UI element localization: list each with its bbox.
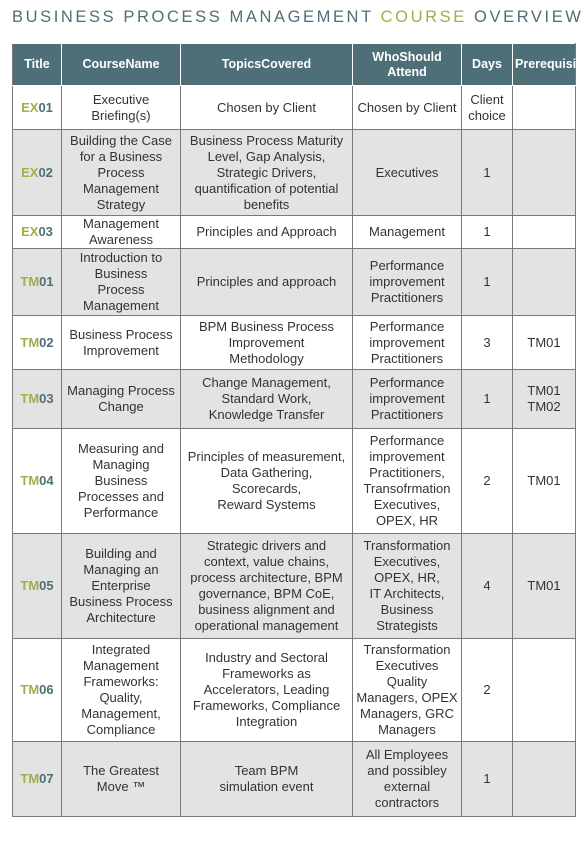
course-code <box>13 742 62 817</box>
col-header-days <box>462 44 513 86</box>
cell-line: Change <box>98 399 144 414</box>
course-name-cell <box>62 316 181 370</box>
cell-line: Course <box>82 57 126 71</box>
cell-line: Principles of measurement, <box>187 449 346 464</box>
attendees-cell <box>353 216 462 249</box>
cell-line: Practitioners <box>370 350 444 366</box>
table-row <box>13 130 576 216</box>
table-row <box>13 370 576 429</box>
cell-line: Quality, <box>99 690 143 705</box>
cell-line: Transformation <box>363 538 451 553</box>
table-row <box>13 534 576 639</box>
cell-line: TM01 <box>527 473 561 488</box>
cell-line: Management <box>83 298 159 313</box>
cell-line: Performance <box>369 375 445 390</box>
course-code-prefix: TM <box>20 334 40 350</box>
cell-line: OPEX, HR, <box>374 570 440 585</box>
attendees-cell <box>353 370 462 429</box>
prerequisite-cell <box>513 534 576 639</box>
course-code <box>13 216 62 249</box>
cell-line: Improvement <box>228 334 305 350</box>
course-code-number: 04 <box>39 473 54 488</box>
cell-line: Management, <box>81 706 161 721</box>
attendees-cell <box>353 86 462 130</box>
cell-line: All Employees <box>365 747 449 762</box>
course-code-prefix: EX <box>21 224 39 239</box>
cell-line: Name <box>125 57 160 71</box>
days-cell <box>462 216 513 249</box>
prerequisite-cell <box>513 742 576 817</box>
topics-cell <box>181 429 353 534</box>
attendees-cell <box>353 316 462 370</box>
days-cell <box>462 742 513 817</box>
cell-line: Business Process <box>69 594 173 609</box>
course-code <box>13 316 62 370</box>
cell-line: Measuring and <box>78 441 164 456</box>
course-table <box>12 43 587 817</box>
cell-line: Frameworks as <box>222 666 311 681</box>
cell-line: Topics <box>221 57 262 71</box>
cell-line: benefits <box>243 196 290 212</box>
cell-line: Strategists <box>376 618 438 633</box>
topics-cell <box>181 86 353 130</box>
cell-line: Principles and approach <box>196 274 337 289</box>
attendees-cell <box>353 639 462 742</box>
col-header-who <box>353 44 462 86</box>
col-header-prerequisite <box>513 44 587 86</box>
cell-line: Practitioners <box>370 407 444 422</box>
cell-line: for a Business <box>79 148 163 164</box>
cell-line: 1 <box>483 274 491 289</box>
cell-line: Change Management, <box>202 375 331 390</box>
prerequisite-cell <box>513 216 576 249</box>
table-row <box>13 216 576 249</box>
cell-line: TM01 <box>527 383 561 398</box>
prerequisite-cell <box>513 86 576 130</box>
course-code-number: 05 <box>39 578 54 593</box>
cell-line: 1 <box>483 164 491 180</box>
cell-line: contractors <box>374 795 440 810</box>
cell-line: requisite <box>535 57 587 71</box>
cell-line: improvement <box>369 449 445 464</box>
cell-line: and possibley <box>367 763 447 778</box>
cell-line: Building the Case <box>70 132 172 148</box>
cell-line: Business <box>94 473 148 488</box>
cell-line: Managing an <box>83 562 159 577</box>
cell-line: Strategic drivers and <box>206 538 327 553</box>
cell-line: Performance <box>369 258 445 273</box>
course-code-prefix: EX <box>21 99 39 115</box>
cell-line: Performance <box>369 318 445 334</box>
cell-line: improvement <box>369 334 445 350</box>
cell-line: OPEX, HR <box>375 513 439 528</box>
cell-line: 2 <box>483 682 491 697</box>
days-cell <box>462 86 513 130</box>
cell-line: Scorecards, <box>231 481 302 496</box>
cell-line: Standard Work, <box>221 391 312 406</box>
cell-line: Business Process Maturity <box>189 132 344 148</box>
course-code-prefix: TM <box>20 391 40 406</box>
cell-line: Practitioners <box>370 290 444 305</box>
prerequisite-cell <box>513 249 576 316</box>
page-title <box>12 6 584 28</box>
cell-line: simulation event <box>219 779 314 794</box>
course-code-number: 02 <box>38 164 53 180</box>
cell-line: Briefing(s) <box>91 107 151 123</box>
cell-line: Managers, GRC <box>360 706 454 721</box>
course-name-cell <box>62 86 181 130</box>
course-name-cell <box>62 429 181 534</box>
course-code-prefix: TM <box>20 771 40 786</box>
cell-line: Managers, OPEX <box>356 690 458 705</box>
days-cell <box>462 429 513 534</box>
col-header-title <box>13 44 62 86</box>
topics-cell <box>181 742 353 817</box>
cell-line: 4 <box>483 578 491 593</box>
course-code-prefix: TM <box>20 274 40 289</box>
prerequisite-cell <box>513 639 576 742</box>
course-name-cell <box>62 130 181 216</box>
cell-line: Executives, <box>373 497 441 512</box>
course-name-cell <box>62 370 181 429</box>
cell-line: Should Attend <box>387 49 442 79</box>
cell-line: Awareness <box>88 232 154 247</box>
course-code <box>13 130 62 216</box>
prerequisite-cell <box>513 130 576 216</box>
table-row <box>13 86 576 130</box>
cell-line: Title <box>24 57 50 71</box>
attendees-cell <box>353 130 462 216</box>
attendees-cell <box>353 534 462 639</box>
cell-line: Processes and <box>78 489 164 504</box>
table-row <box>13 742 576 817</box>
cell-line: Managers <box>378 722 436 737</box>
cell-line: Who <box>372 49 400 64</box>
topics-cell <box>181 370 353 429</box>
cell-line: Management <box>369 224 445 239</box>
table-row <box>13 316 576 370</box>
cell-line: context, value chains, <box>203 554 330 569</box>
cell-line: Business <box>94 266 148 281</box>
cell-line: Covered <box>261 57 312 71</box>
cell-line: process architecture, BPM <box>190 570 343 585</box>
attendees-cell <box>353 429 462 534</box>
title-part-1: BUSINESS PROCESS MANAGEMENT <box>12 8 374 26</box>
cell-line: Business <box>380 602 434 617</box>
cell-line: Practitioners, <box>369 465 445 480</box>
cell-line: Frameworks, Compliance <box>192 698 341 713</box>
cell-line: Industry and Sectoral <box>205 650 328 665</box>
cell-line: 1 <box>483 391 491 406</box>
cell-line: Level, Gap Analysis, <box>207 148 326 164</box>
course-code-number: 07 <box>39 771 54 786</box>
cell-line: Compliance <box>86 722 156 737</box>
course-code-prefix: TM <box>20 682 40 697</box>
title-part-2: OVERVIEW <box>474 8 584 26</box>
cell-line: Chosen by Client <box>217 99 316 115</box>
prerequisite-cell <box>513 370 576 429</box>
cell-line: Executive <box>92 91 150 107</box>
topics-cell <box>181 216 353 249</box>
cell-line: Reward Systems <box>217 497 316 512</box>
cell-line: Knowledge Transfer <box>208 407 325 422</box>
course-code-prefix: EX <box>21 164 39 180</box>
cell-line: IT Architects, <box>369 586 445 601</box>
cell-line: Transofrmation <box>363 481 451 496</box>
cell-line: The Greatest <box>83 763 159 778</box>
topics-cell <box>181 249 353 316</box>
course-code <box>13 370 62 429</box>
course-code <box>13 639 62 742</box>
cell-line: Team BPM <box>234 763 299 778</box>
days-cell <box>462 316 513 370</box>
cell-line: Move ™ <box>96 779 146 794</box>
cell-line: governance, BPM CoE, <box>198 586 335 601</box>
attendees-cell <box>353 742 462 817</box>
cell-line: Quality <box>386 674 428 689</box>
cell-line: choice <box>468 107 506 123</box>
course-code <box>13 429 62 534</box>
cell-line: Frameworks: <box>83 674 159 689</box>
cell-line: Integration <box>235 714 298 729</box>
cell-line: Pre <box>515 57 536 71</box>
days-cell <box>462 534 513 639</box>
cell-line: Executives <box>375 164 439 180</box>
course-code-prefix: TM <box>20 473 40 488</box>
cell-line: Methodology <box>229 350 304 366</box>
course-code-number: 03 <box>38 224 53 239</box>
cell-line: Improvement <box>83 342 159 358</box>
cell-line: Chosen by Client <box>357 99 457 115</box>
cell-line: TM02 <box>527 399 561 414</box>
cell-line: Process <box>97 282 145 297</box>
cell-line: Executives <box>375 658 439 673</box>
cell-line: Introduction to <box>79 250 163 265</box>
days-cell <box>462 370 513 429</box>
cell-line: improvement <box>369 274 445 289</box>
topics-cell <box>181 639 353 742</box>
topics-cell <box>181 130 353 216</box>
cell-line: Executives, <box>373 554 441 569</box>
table-row <box>13 639 576 742</box>
cell-line: Accelerators, Leading <box>203 682 330 697</box>
cell-line: Client <box>470 91 504 107</box>
table-row <box>13 429 576 534</box>
cell-line: operational management <box>194 618 339 633</box>
course-code-number: 01 <box>39 274 54 289</box>
cell-line: Process <box>97 164 145 180</box>
topics-cell <box>181 534 353 639</box>
course-name-cell <box>62 249 181 316</box>
cell-line: Performance <box>369 433 445 448</box>
cell-line: improvement <box>369 391 445 406</box>
course-name-cell <box>62 534 181 639</box>
cell-line: Strategic Drivers, <box>216 164 317 180</box>
course-code-number: 03 <box>39 391 54 406</box>
cell-line: Architecture <box>86 610 156 625</box>
cell-line: 3 <box>483 334 491 350</box>
cell-line: Management <box>83 216 159 231</box>
cell-line: 1 <box>483 771 491 786</box>
cell-line: 1 <box>483 224 491 239</box>
course-code <box>13 249 62 316</box>
cell-line: 2 <box>483 473 491 488</box>
col-header-course-name <box>62 44 181 86</box>
col-header-topics <box>181 44 353 86</box>
title-accent: COURSE <box>380 8 467 26</box>
cell-line: Business Process <box>69 326 173 342</box>
days-cell <box>462 639 513 742</box>
cell-line: Managing <box>92 457 150 472</box>
cell-line: Days <box>472 57 502 71</box>
attendees-cell <box>353 249 462 316</box>
table-body <box>13 86 576 817</box>
cell-line: TM01 <box>527 334 561 350</box>
cell-line: external <box>383 779 431 794</box>
cell-line: Enterprise <box>91 578 151 593</box>
course-code-prefix: TM <box>20 578 40 593</box>
course-name-cell <box>62 742 181 817</box>
course-name-cell <box>62 639 181 742</box>
cell-line: Data Gathering, <box>220 465 313 480</box>
cell-line: Transformation <box>363 642 451 657</box>
cell-line: business alignment and <box>198 602 335 617</box>
course-code-number: 06 <box>39 682 54 697</box>
cell-line: TM01 <box>527 578 561 593</box>
cell-line: Managing Process <box>67 383 175 398</box>
cell-line: Strategy <box>96 196 146 212</box>
prerequisite-cell <box>513 429 576 534</box>
course-name-cell <box>62 216 181 249</box>
cell-line: Integrated <box>91 642 151 657</box>
course-code-number: 01 <box>38 99 53 115</box>
cell-line: Performance <box>83 505 159 520</box>
course-code <box>13 86 62 130</box>
course-code-number: 02 <box>39 334 54 350</box>
prerequisite-cell <box>513 316 576 370</box>
cell-line: Management <box>83 658 159 673</box>
cell-line: BPM Business Process <box>198 318 335 334</box>
cell-line: Building and <box>85 546 157 561</box>
cell-line: quantification of potential <box>194 180 339 196</box>
header-row <box>13 44 576 86</box>
table-row <box>13 249 576 316</box>
topics-cell <box>181 316 353 370</box>
days-cell <box>462 130 513 216</box>
days-cell <box>462 249 513 316</box>
course-code <box>13 534 62 639</box>
cell-line: Principles and Approach <box>196 224 337 239</box>
cell-line: Management <box>83 180 159 196</box>
